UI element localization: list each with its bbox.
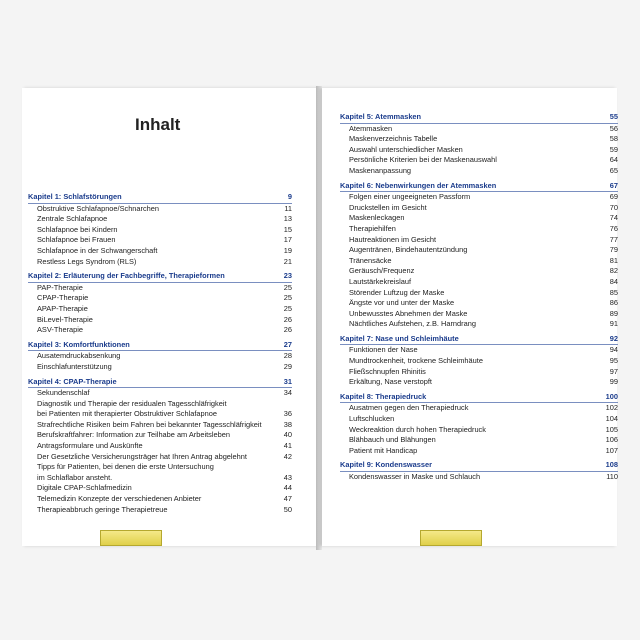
toc-right <box>340 112 618 483</box>
toc-page-number: 89 <box>609 308 618 318</box>
toc-entry-title: Lautstärkekreislauf <box>349 276 412 286</box>
toc-entry[interactable] <box>340 245 618 256</box>
toc-entry[interactable] <box>340 414 618 425</box>
toc-entry-title: Kapitel 9: Kondenswasser <box>340 460 433 470</box>
toc-entry[interactable] <box>28 325 292 336</box>
toc-entry[interactable] <box>340 166 618 177</box>
toc-page-number: 47 <box>283 494 292 504</box>
toc-entry-title: Augentränen, Bindehautentzündung <box>349 245 468 255</box>
toc-entry[interactable] <box>28 399 292 410</box>
toc-entry-title: Auswahl unterschiedlicher Masken <box>349 144 463 154</box>
toc-page-number: 95 <box>609 356 618 366</box>
toc-page-number: 23 <box>283 271 292 281</box>
toc-entry[interactable] <box>28 246 292 257</box>
toc-page-number: 15 <box>283 224 292 234</box>
toc-entry[interactable] <box>340 266 618 277</box>
toc-page-number: 34 <box>283 388 292 398</box>
toc-page-number: 13 <box>283 214 292 224</box>
toc-entry-title: Nächtliches Aufstehen, z.B. Harndrang <box>349 319 476 329</box>
toc-entry[interactable] <box>28 483 292 494</box>
toc-entry[interactable] <box>28 452 292 463</box>
toc-entry-title: Tipps für Patienten, bei denen die erste Untersuchung <box>37 462 214 472</box>
toc-chapter[interactable] <box>340 334 618 345</box>
toc-page-number: 82 <box>609 266 618 276</box>
toc-page-number: 59 <box>609 144 618 154</box>
toc-entry-title: Maskenleckagen <box>349 213 405 223</box>
toc-entry[interactable] <box>28 257 292 268</box>
toc-page-number: 69 <box>609 192 618 202</box>
toc-entry[interactable] <box>340 356 618 367</box>
toc-page-number: 19 <box>283 245 292 255</box>
toc-chapter[interactable] <box>28 192 292 203</box>
toc-entry-title: Maskenverzeichnis Tabelle <box>349 134 438 144</box>
toc-entry[interactable] <box>28 441 292 452</box>
toc-entry-title: Maskenanpassung <box>349 165 412 175</box>
toc-entry[interactable] <box>28 362 292 373</box>
toc-entry[interactable] <box>28 494 292 505</box>
toc-entry[interactable] <box>340 124 618 135</box>
toc-entry-title: Folgen einer ungeeigneten Passform <box>349 192 471 202</box>
toc-entry-title: Ängste vor und unter der Maske <box>349 298 455 308</box>
toc-page-number: 92 <box>609 333 618 343</box>
toc-page-number: 110 <box>606 472 618 481</box>
toc-page-number: 55 <box>609 112 618 121</box>
toc-page-number: 28 <box>283 351 292 361</box>
toc-page-number: 91 <box>609 319 618 329</box>
toc-page-number: 70 <box>609 202 618 212</box>
toc-entry-title: Therapiehilfen <box>349 223 396 233</box>
toc-chapter[interactable] <box>340 392 618 403</box>
toc-entry[interactable] <box>28 204 292 215</box>
toc-page-number: 106 <box>605 435 618 445</box>
toc-page-number: 25 <box>283 282 292 292</box>
toc-entry[interactable] <box>340 145 618 156</box>
toc-entry-title: Blähbauch und Blähungen <box>349 435 436 445</box>
toc-entry[interactable] <box>340 377 618 388</box>
toc-entry-title: Restless Legs Syndrom (RLS) <box>37 256 137 266</box>
toc-entry[interactable] <box>28 315 292 326</box>
toc-page-number: 27 <box>283 339 292 349</box>
toc-page-number: 84 <box>609 276 618 286</box>
toc-entry[interactable] <box>28 420 292 431</box>
toc-entry-title: Druckstellen im Gesicht <box>349 202 427 212</box>
toc-page-number: 25 <box>283 303 292 313</box>
toc-entry-title: Kondenswasser in Maske und Schlauch <box>349 472 481 481</box>
toc-entry[interactable] <box>28 304 292 315</box>
toc-entry[interactable] <box>28 409 292 420</box>
toc-page-number: 102 <box>605 403 618 413</box>
toc-page-number: 77 <box>609 234 618 244</box>
toc-left <box>28 192 292 515</box>
toc-entry-title: Obstruktive Schlafapnoe/Schnarchen <box>37 203 160 213</box>
toc-entry-title: Kapitel 1: Schlafstörungen <box>28 192 122 201</box>
toc-entry[interactable] <box>340 256 618 267</box>
toc-entry-title: Zentrale Schlafapnoe <box>37 214 108 224</box>
toc-entry[interactable] <box>28 351 292 362</box>
toc-entry-title: Kapitel 2: Erläuterung der Fachbegriffe, Therapieformen <box>28 271 225 281</box>
toc-page-number: 85 <box>609 287 618 297</box>
toc-page-number: 74 <box>609 213 618 223</box>
toc-page-number: 56 <box>609 123 618 133</box>
toc-page-number: 97 <box>609 366 618 376</box>
toc-page-number: 67 <box>609 180 618 190</box>
toc-chapter[interactable] <box>340 181 618 192</box>
toc-page-number: 43 <box>283 472 292 482</box>
toc-entry-title: Patient mit Handicap <box>349 445 418 455</box>
toc-entry-title: Hautreaktionen im Gesicht <box>349 234 437 244</box>
toc-page-number: 29 <box>283 361 292 371</box>
toc-entry-title: Störender Luftzug der Maske <box>349 287 445 297</box>
toc-entry-title: Strafrechtliche Risiken beim Fahren bei bekannter Tagesschläfrigkeit <box>37 419 262 429</box>
toc-entry-title: Fließschnupfen Rhinitis <box>349 366 426 376</box>
logo-banner <box>420 530 482 546</box>
toc-entry[interactable] <box>340 192 618 203</box>
toc-entry[interactable] <box>28 430 292 441</box>
toc-entry-title: APAP-Therapie <box>37 303 88 313</box>
toc-entry-title: Sekundenschlaf <box>37 388 90 398</box>
toc-entry-title: Unbewusstes Abnehmen der Maske <box>349 308 468 318</box>
toc-page-number: 31 <box>283 376 292 386</box>
toc-entry[interactable] <box>340 425 618 436</box>
toc-entry[interactable] <box>28 462 292 473</box>
toc-page-number: 17 <box>283 235 292 245</box>
toc-entry-title: Funktionen der Nase <box>349 345 418 355</box>
toc-entry-title: CPAP-Therapie <box>37 293 89 303</box>
toc-entry-title: Antragsformulare und Auskünfte <box>37 441 143 451</box>
toc-entry-title: Der Gesetzliche Versicherungsträger hat Ihren Antrag abgelehnt <box>37 451 247 461</box>
toc-entry-title: Erkältung, Nase verstopft <box>349 377 432 387</box>
toc-entry[interactable] <box>340 309 618 320</box>
toc-entry[interactable] <box>28 283 292 294</box>
toc-page-number: 25 <box>283 293 292 303</box>
toc-page-number: 41 <box>283 441 292 451</box>
toc-page-number: 76 <box>609 223 618 233</box>
toc-entry-title: Telemedizin Konzepte der verschiedenen Anbieter <box>37 494 202 504</box>
toc-page-number: 36 <box>283 409 292 419</box>
toc-entry[interactable] <box>28 473 292 484</box>
toc-chapter[interactable] <box>340 112 618 123</box>
toc-page-number: 94 <box>609 345 618 355</box>
toc-entry-title: BiLevel-Therapie <box>37 314 93 324</box>
toc-entry[interactable] <box>340 435 618 446</box>
toc-page-number: 9 <box>287 192 292 201</box>
toc-entry[interactable] <box>28 388 292 399</box>
toc-entry[interactable] <box>28 225 292 236</box>
toc-entry[interactable] <box>340 224 618 235</box>
toc-entry[interactable] <box>340 277 618 288</box>
toc-entry[interactable] <box>28 505 292 516</box>
toc-entry-title: Einschlafunterstützung <box>37 361 112 371</box>
toc-entry-title: Ausatemdruckabsenkung <box>37 351 121 361</box>
toc-entry-title: Schlafapnoe bei Kindern <box>37 224 118 234</box>
toc-page-number: 44 <box>283 483 292 493</box>
toc-entry-title: Luftschlucken <box>349 414 395 424</box>
toc-entry-title: Diagnostik und Therapie der residualen Tagesschläfrigkeit <box>37 398 227 408</box>
toc-page-number: 38 <box>283 419 292 429</box>
toc-page-number: 26 <box>283 325 292 335</box>
toc-entry-title: Geräusch/Frequenz <box>349 266 415 276</box>
toc-page-number: 21 <box>283 256 292 266</box>
toc-entry-title: Kapitel 7: Nase und Schleimhäute <box>340 333 459 343</box>
toc-entry[interactable] <box>340 472 618 483</box>
toc-entry[interactable] <box>340 345 618 356</box>
toc-page-number: 105 <box>605 424 618 434</box>
toc-page-number: 65 <box>609 165 618 175</box>
toc-entry[interactable] <box>340 203 618 214</box>
toc-entry-title: Kapitel 6: Nebenwirkungen der Atemmasken <box>340 180 497 190</box>
toc-entry-title: Therapieabbruch geringe Therapietreue <box>37 504 168 514</box>
toc-page-number: 99 <box>609 377 618 387</box>
toc-entry-title: Schlafapnoe bei Frauen <box>37 235 116 245</box>
toc-entry-title: Schlafapnoe in der Schwangerschaft <box>37 245 158 255</box>
toc-chapter[interactable] <box>28 340 292 351</box>
toc-entry[interactable] <box>340 367 618 378</box>
toc-page-number: 81 <box>609 255 618 265</box>
toc-entry-title: Ausatmen gegen den Therapiedruck <box>349 403 469 413</box>
toc-entry-title: Berufskraftfahrer: Information zur Teilhabe am Arbeitsleben <box>37 430 230 440</box>
toc-entry-title: Kapitel 3: Komfortfunktionen <box>28 339 130 349</box>
toc-entry[interactable] <box>340 446 618 457</box>
toc-entry[interactable] <box>28 214 292 225</box>
toc-page-number: 79 <box>609 245 618 255</box>
toc-entry[interactable] <box>340 319 618 330</box>
toc-entry-title: Atemmasken <box>349 123 393 133</box>
toc-entry[interactable] <box>340 155 618 166</box>
toc-entry-title: im Schlaflabor ansteht. <box>37 472 113 482</box>
toc-entry[interactable] <box>340 298 618 309</box>
toc-chapter[interactable] <box>28 271 292 282</box>
toc-entry[interactable] <box>340 235 618 246</box>
toc-page-number: 107 <box>605 445 618 455</box>
toc-page-number: 42 <box>283 451 292 461</box>
toc-entry-title: Kapitel 8: Therapiedruck <box>340 391 427 401</box>
page-title: Inhalt <box>135 115 181 134</box>
toc-entry[interactable] <box>340 134 618 145</box>
logo-banner <box>100 530 162 546</box>
toc-entry-title: Kapitel 4: CPAP-Therapie <box>28 376 117 386</box>
toc-entry[interactable] <box>28 235 292 246</box>
toc-entry-title: Weckreaktion durch hohen Therapiedruck <box>349 424 486 434</box>
toc-entry-title: Kapitel 5: Atemmasken <box>340 112 422 121</box>
toc-entry[interactable] <box>28 293 292 304</box>
toc-entry-title: bei Patienten mit therapierter Obstruktiver Schlafapnoe <box>37 409 217 419</box>
toc-page-number: 104 <box>605 414 618 424</box>
toc-entry-title: Mundtrockenheit, trockene Schleimhäute <box>349 356 483 366</box>
toc-entry[interactable] <box>340 213 618 224</box>
toc-page-number: 86 <box>609 298 618 308</box>
toc-page-number: 26 <box>283 314 292 324</box>
toc-page-number: 64 <box>609 155 618 165</box>
toc-page-number: 50 <box>283 504 292 514</box>
toc-entry-title: Tränensäcke <box>349 255 392 265</box>
toc-page-number: 11 <box>284 203 292 213</box>
toc-chapter[interactable] <box>28 377 292 388</box>
toc-entry[interactable] <box>340 403 618 414</box>
toc-page-number: 108 <box>605 460 618 470</box>
toc-entry-title: Digitale CPAP-Schlafmedizin <box>37 483 132 493</box>
toc-entry-title: Persönliche Kriterien bei der Maskenauswahl <box>349 155 497 165</box>
toc-page-number: 40 <box>283 430 292 440</box>
toc-entry-title: PAP-Therapie <box>37 282 83 292</box>
toc-chapter[interactable] <box>340 460 618 471</box>
toc-page-number: 100 <box>605 391 618 401</box>
toc-entry-title: ASV-Therapie <box>37 325 84 335</box>
toc-page-number: 58 <box>609 134 618 144</box>
toc-entry[interactable] <box>340 288 618 299</box>
